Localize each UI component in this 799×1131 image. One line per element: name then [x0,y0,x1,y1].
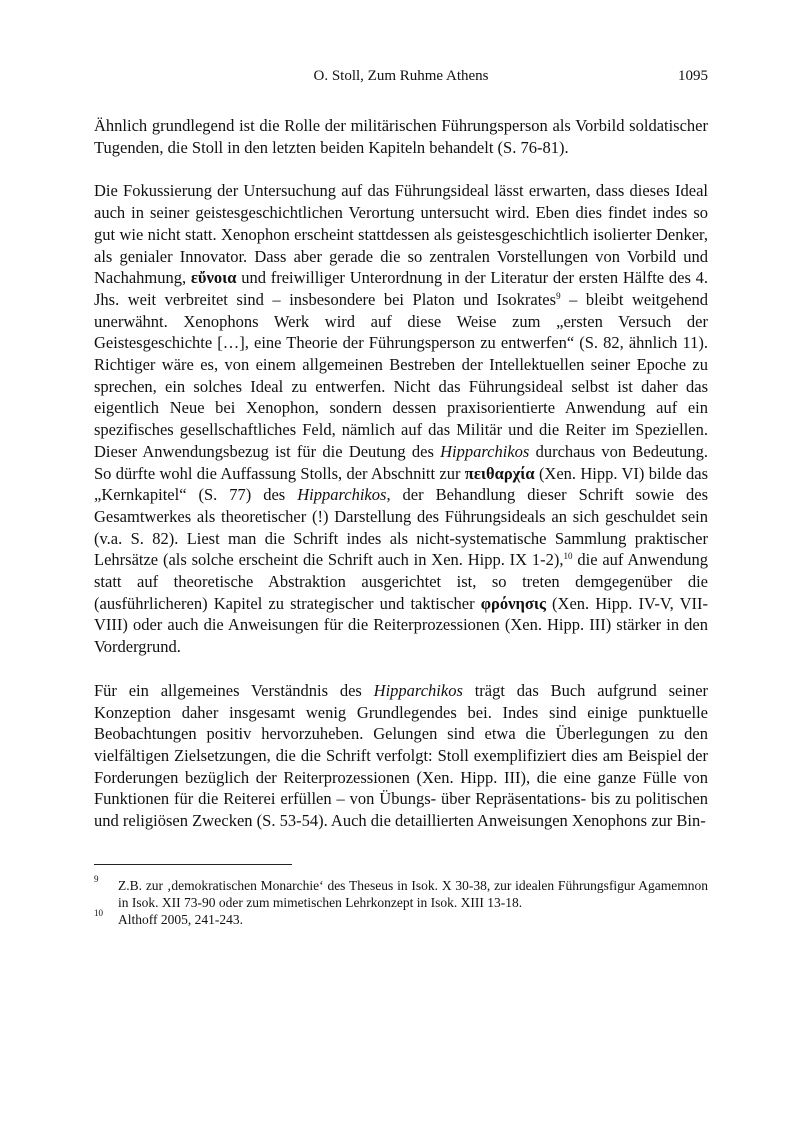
footnote-separator [94,864,292,865]
greek-term: πειθαρχία [464,463,535,483]
text-run: (Xen. Hipp. VI) bilde das „Kernkapitel“ (S. 77) des [94,463,709,505]
paragraph-3 [94,680,708,832]
footnote-ref[interactable]: 10 [563,551,573,562]
text-run: die auf Anwendung statt auf theoretische Abstraktion ausgerichtet ist, so treten demgegenüber die (ausführlicheren) Kapitel zu strategischer und taktischer [94,550,708,613]
footnote-text: Z.B. zur ‚demokratischen Monarchie‘ des Theseus in Isok. X 30-38, zur idealen Führungsfigur Agamemnon in Isok. XII 73-90 oder zum mimetischen Lehrkonzept in Isok. XIII 13-18. [118,877,708,910]
work-title: Hipparchikos [373,680,463,700]
text-run: – bleibt weitgehend unerwähnt. Xenophons Werk wird auf diese Weise zum „ersten Versuch der Geistesgeschichte […], eine Theorie der Führungsperson zu entwerfen“ (S. 82, ähnlich 11). Richtiger wäre es, von einem allgemeinen Bestreben der Intellektuellen seiner Epoche zu sprechen, ein solches Ideal zu entwerfen. Nicht das Führungsideal selbst ist daher das eigentlich Neue bei Xenophon, sondern dessen praxisorientierte Anwendung auf ein spezifisches gesellschaftliches Feld, nämlich auf das Militär und die Reiter im Speziellen. Dieser Anwendungsbezug ist für die Deutung des [94,289,709,461]
footnote-9 [94,873,708,911]
text-run: und freiwilliger Unterordnung in der Literatur der ersten Hälfte des 4. Jhs. weit verbreitet sind – insbesondere bei Platon und Isokrates [94,268,709,309]
paragraph-2 [94,180,708,657]
greek-term: φρόνησις [480,593,546,613]
footnote-10 [94,907,708,928]
text-run: , der Behandlung dieser Schrift sowie des Gesamtwerkes als theoretischer (!) Darstellung des Führungsideals an sich geschuldet sein (v.a. S. 82). Liest man die Schrift indes als nicht-systematische Sammlung praktischer Lehrsätze (als solche erscheint die Schrift auch in Xen. Hipp. IX 1-2), [94,485,708,570]
footnote-ref[interactable]: 9 [556,290,561,301]
footnote-text: Althoff 2005, 241-243. [118,911,243,927]
text-run: Für ein allgemeines Verständnis des [94,680,362,700]
greek-term: εὔνοια [190,268,237,288]
text-run: durchaus von Bedeutung. So dürfte wohl die Auffassung Stolls, der Abschnitt zur [94,441,708,483]
footnote-number: 10 [94,907,103,918]
footnote-number: 9 [94,873,99,884]
text-run: (Xen. Hipp. IV-V, VII-VIII) oder auch die Anweisungen für die Reiterprozessionen (Xen. Hipp. III) stärker in den Vordergrund. [94,593,709,657]
running-title: O. Stoll, Zum Ruhme Athens [313,68,489,84]
paragraph-1: Ähnlich grundlegend ist die Rolle der militärischen Führungsperson als Vorbild soldatischer Tugenden, die Stoll in den letzten beiden Kapiteln behandelt (S. 76-81). [94,116,708,157]
running-header [94,68,708,90]
page-number: 1095 [678,68,708,84]
text-run: Die Fokussierung der Untersuchung auf das Führungsideal lässt erwarten, dass dieses Ideal auch in seiner geistesgeschichtlichen Verortung untersucht wird. Eben dies findet indes so gut wie nicht statt. Xenophon erscheint stattdessen als geistesgeschichtlich isolierter Denker, als genialer Innovator. Dass aber gerade die so zentralen Vorstellungen von Vorbild und Nachahmung, [94,181,708,288]
work-title: Hipparchikos [440,441,530,461]
work-title: Hipparchikos [297,485,387,505]
page [94,68,708,928]
text-run: trägt das Buch aufgrund seiner Konzeption daher insgesamt wenig Grundlegendes bei. Indes sind einige punktuelle Beobachtungen positiv hervorzuheben. Gelungen sind etwa die Überlegungen zu den vielfältigen Zielsetzungen, die die Schrift verfolgt: Stoll exemplifiziert dies am Beispiel der Forderungen bezüglich der Reiterprozessionen (Xen. Hipp. III), die eine ganze Fülle von Funktionen für die Reiterei erfüllen – von Übungs- über Repräsentations- bis zu politischen und religiösen Zwecken (S. 53-54). Auch die detaillierten Anweisungen Xenophons zur Bin- [94,680,709,831]
